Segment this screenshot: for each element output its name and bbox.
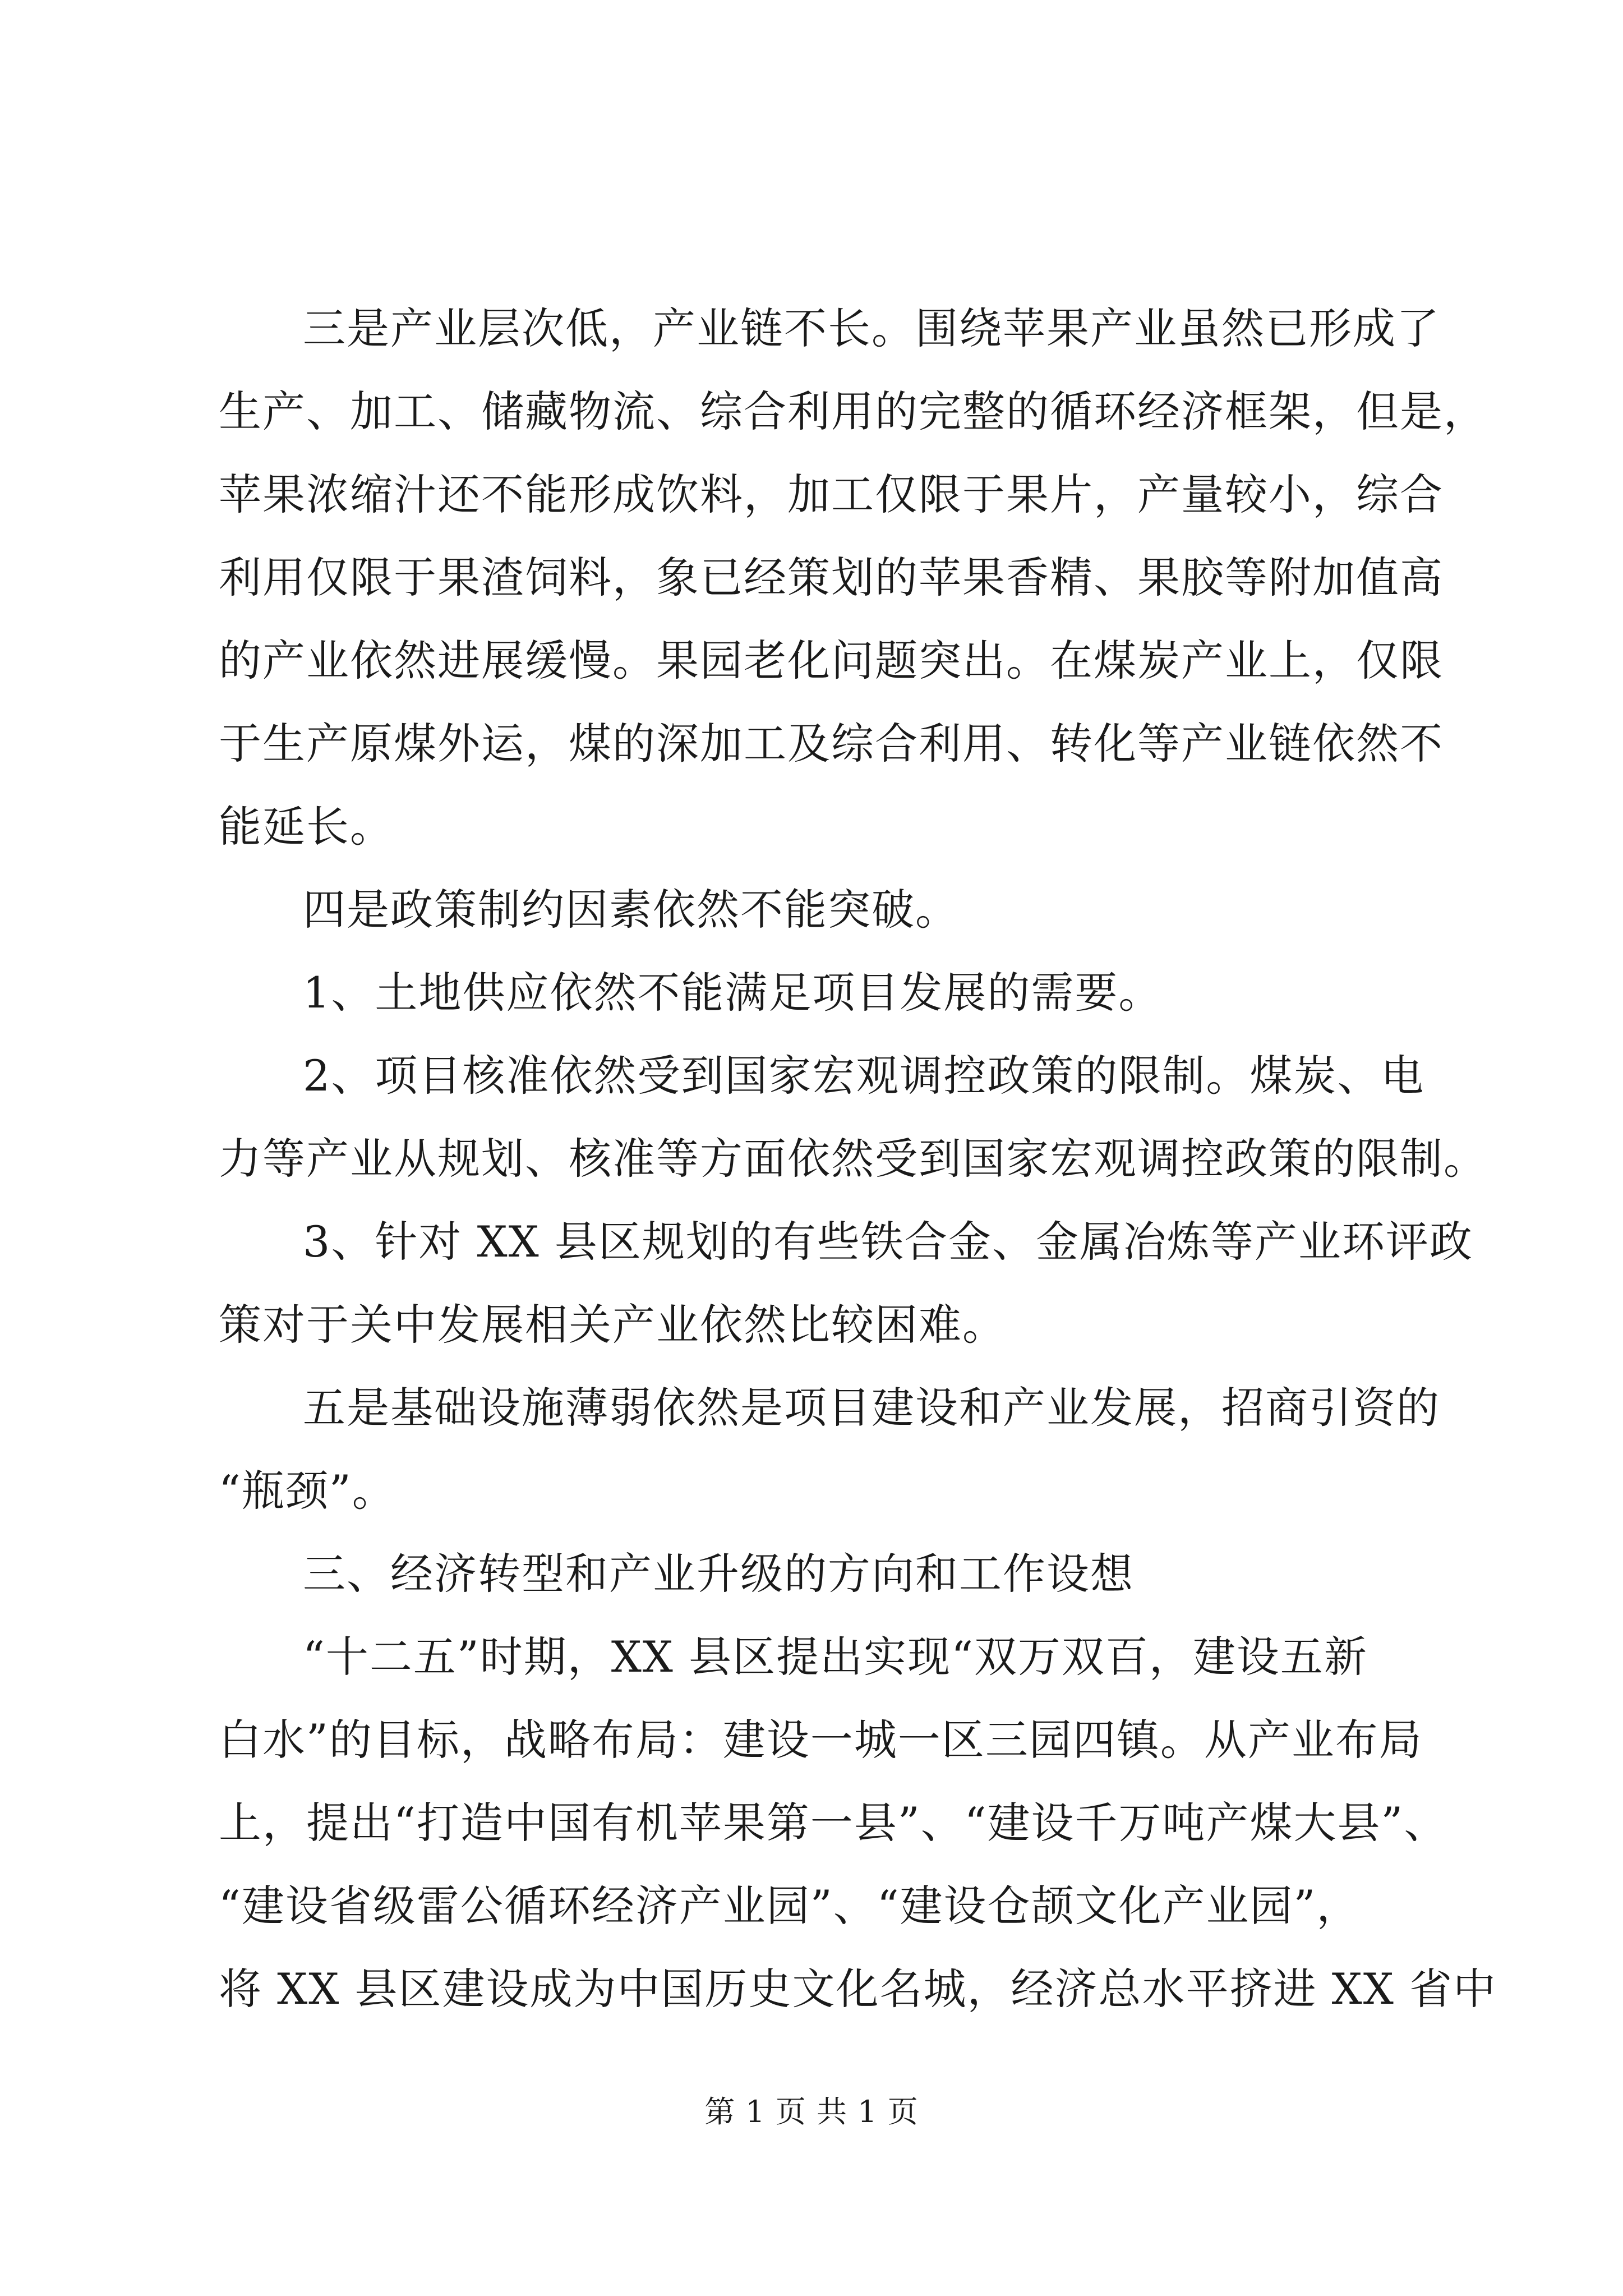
paragraph-line: 四是政策制约因素依然不能突破。 — [303, 885, 959, 935]
section-heading: 三、经济转型和产业升级的方向和工作设想 — [303, 1549, 1134, 1599]
paragraph-line: 白水”的目标，战略布局：建设一城一区三园四镇。从产业布局 — [219, 1715, 1423, 1765]
paragraph-line: 五是基础设施薄弱依然是项目建设和产业发展，招商引资的 — [303, 1383, 1440, 1433]
paragraph-line: 于生产原煤外运，煤的深加工及综合利用、转化等产业链依然不 — [219, 719, 1444, 769]
paragraph-line: 上，提出“打造中国有机苹果第一县”、“建设千万吨产煤大县”、 — [219, 1798, 1448, 1848]
paragraph-line: 3、针对 XX 县区规划的有些铁合金、金属冶炼等产业环评政 — [303, 1217, 1473, 1267]
paragraph-line: “瓶颈”。 — [219, 1466, 396, 1516]
paragraph-line: “十二五”时期，XX 县区提出实现“双万双百，建设五新 — [303, 1632, 1368, 1682]
paragraph-line: 能延长。 — [219, 802, 394, 852]
paragraph-line: 利用仅限于果渣饲料，象已经策划的苹果香精、果胶等附加值高 — [219, 553, 1444, 602]
paragraph-line: 力等产业从规划、核准等方面依然受到国家宏观调控政策的限制。 — [219, 1134, 1487, 1184]
paragraph-line: 的产业依然进展缓慢。果园老化问题突出。在煤炭产业上，仅限 — [219, 636, 1444, 685]
paragraph-line: 1、土地供应依然不能满足项目发展的需要。 — [303, 968, 1163, 1018]
paragraph-line: “建设省级雷公循环经济产业园”、“建设仓颉文化产业园”， — [219, 1881, 1361, 1931]
paragraph-line: 三是产业层次低，产业链不长。围绕苹果产业虽然已形成了 — [303, 303, 1440, 353]
paragraph-line: 将 XX 县区建设成为中国历史文化名城，经济总水平挤进 XX 省中 — [219, 1964, 1497, 2014]
paragraph-line: 生产、加工、储藏物流、综合利用的完整的循环经济框架，但是， — [219, 386, 1487, 436]
paragraph-line: 苹果浓缩汁还不能形成饮料，加工仅限于果片，产量较小，综合 — [219, 470, 1444, 519]
paragraph-line: 2、项目核准依然受到国家宏观调控政策的限制。煤炭、电 — [303, 1051, 1425, 1101]
page-footer: 第 1 页 共 1 页 — [704, 2094, 919, 2129]
paragraph-line: 策对于关中发展相关产业依然比较困难。 — [219, 1300, 1006, 1350]
